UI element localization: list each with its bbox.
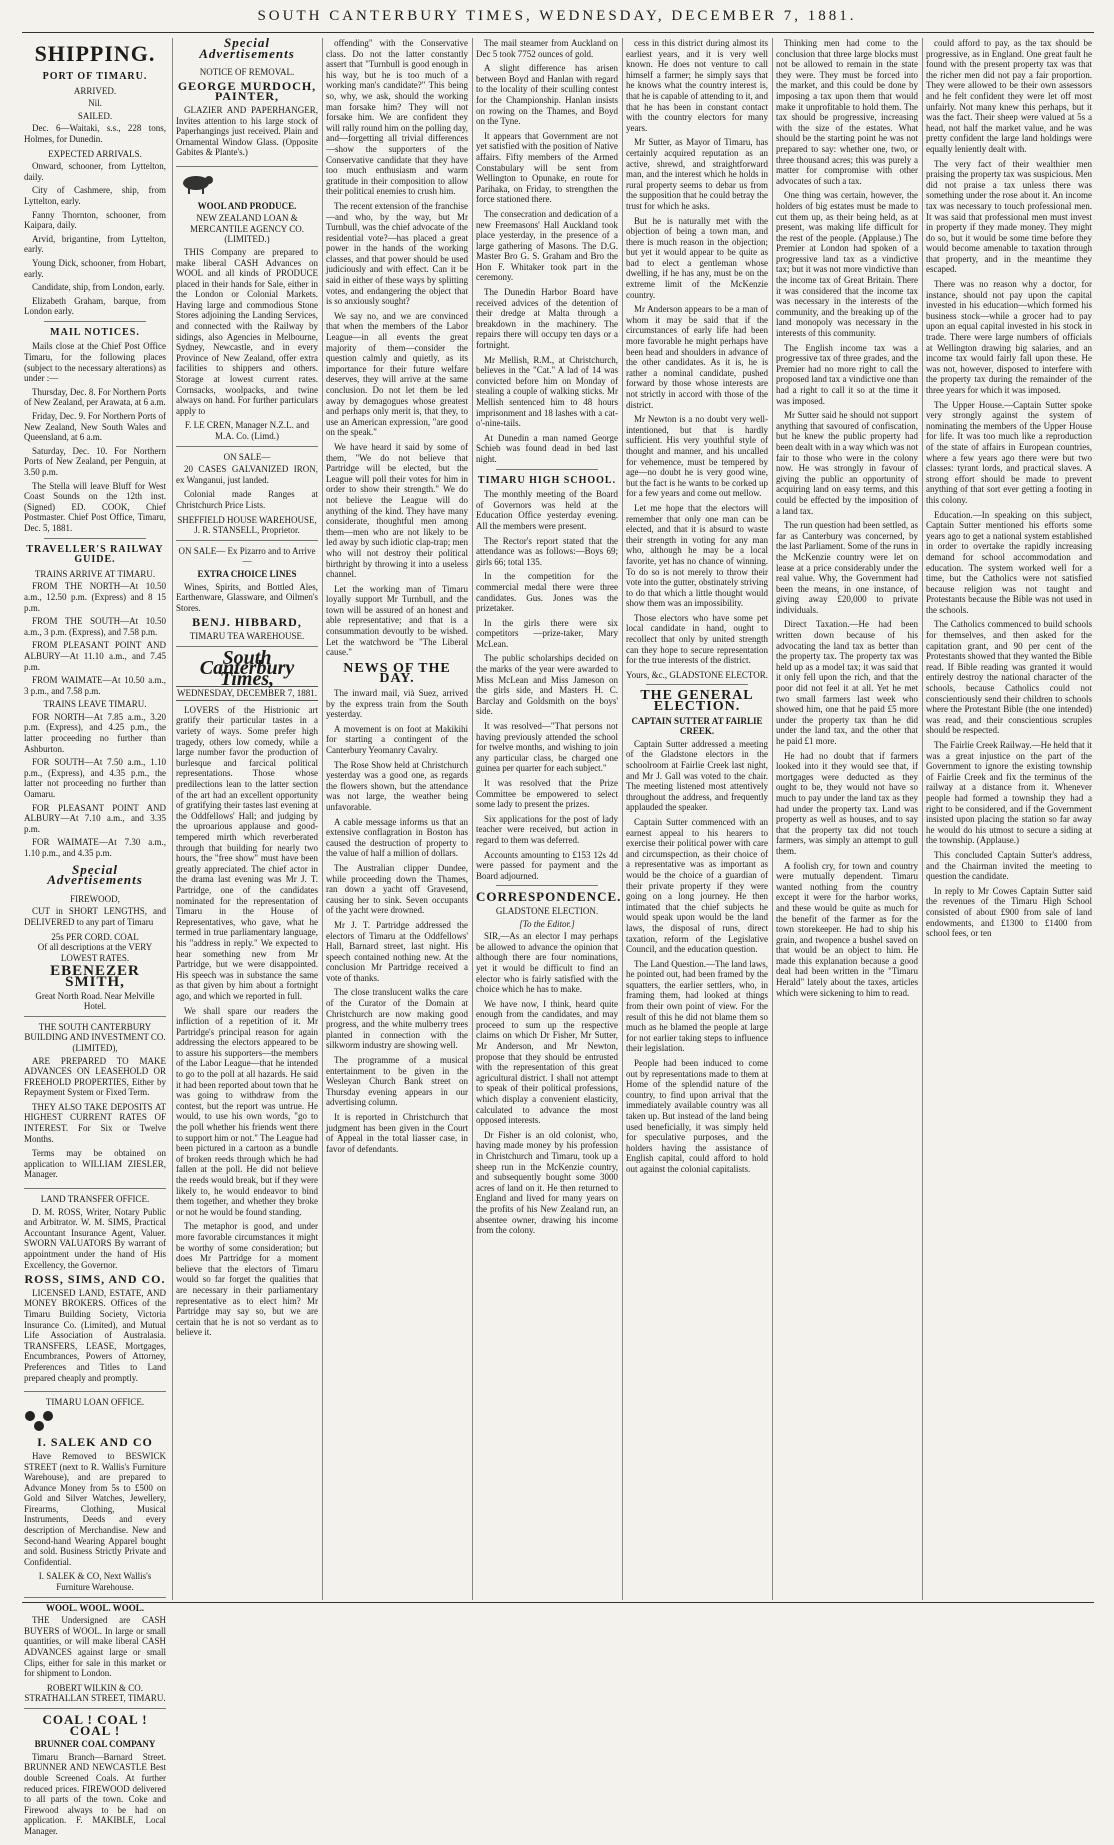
advertiser-name: I. SALEK AND CO (37, 1435, 153, 1450)
firewood-text: CUT in SHORT LENGTHS, and DELIVERED to any part of Timaru (24, 906, 166, 927)
news-paragraph: A movement is on foot at Makikihi for starting a contingent of the Canterbury Yeomanry Cavalry. (326, 723, 468, 755)
salek-text: Have Removed to BESWICK STREET (next to R. Wallis's Furniture Warehouse), and are prepared to Advance Money from 5s to £500 on Gold and Silver Watches, Jewellery, Firearms, Clothing, Musical Instruments, Deeds and every description of Merchandise. New and Second-hand Wearing Apparel bought and sold. Business Strictly Private and Confidential. (24, 1450, 166, 1567)
expected-list (24, 161, 166, 317)
news-heading: NEWS OF THE DAY. (343, 660, 451, 687)
leader-paragraph: We have heard it said by some of them, "We do not believe that Partridge will be elected, but the League will poll their votes for him in order to show their strength." We do not believe the League will do anything of the kind. They have many considerate, thoughtful men among them—men who are not likely to be led away by such idiotic clap-trap; men who will not destroy their political birthright by throwing it into a useless channel. (326, 441, 468, 580)
leader-paragraph: The metaphor is good, and under more favorable circumstances it might be worthy of some consideration; but does Mr Partridge for a moment believe that the electors of Timaru would so far forget the qualities that are necessary in their parliamentary representative as to elect him? Mr Partridge may say so, but we are certain that he is not so verdant as to believe it. (176, 1221, 318, 1338)
election-paragraph: Thinking men had come to the conclusion that three large blocks must not be allowed to remain in the state they were. They must be forced into the market, and this could be done by imposing a tax upon them that would make it unprofitable to hold them. The tax should be progressive, increasing with the size of the estates. What should be the starting point he was not prepared to say: whether one, two, or three thousand acres; this was purely a matter for compromise with other advocates of such a tax. (776, 38, 918, 186)
letter-paragraph: But he is naturally met with the objection of being a town man, and there is much reason in the objection; but yet it would appear to be quite as bad to elect a gentleman whose dwelling, if he has any, must be on the extreme limit of the McKenzie country. (626, 215, 768, 300)
letter-paragraph: cess in this district during almost its earliest years, and it is very well known. He does not venture to call himself a farmer; he simply says that he knows what the country interest is, that he is capable of attending to it, and that he has been in constant contact with the country electors for many years. (626, 38, 768, 133)
school-paragraph: It was resolved that the Prize Committee be empowered to select some lady to present the prizes. (476, 778, 618, 810)
advertiser-name: BENJ. HIBBARD, (192, 615, 302, 630)
column-news-school (476, 38, 622, 1600)
coal-heading: COAL ! COAL ! COAL ! (42, 1711, 148, 1738)
onsale-heading: ON SALE— (223, 451, 271, 462)
election-paragraph: The very fact of their wealthier men praising the property tax was suspicious. Men did not praise a tax unless there was something under the rose about it. An income tax was necessary to touch professional men. It was said that professional men must invest in property if they made money. They might do so, but it would be some time before they would become amenable to taxation through that property, and in the meantime they escaped. (926, 158, 1092, 275)
news-paragraph: It appears that Government are not yet satisfied with the position of Native affairs. Fifty members of the Armed Constabulary will be sent from Wellington to Opunake, en route for Parihaka, on Friday, to strengthen the force stationed there. (476, 130, 618, 205)
leader-paragraph: LOVERS of the Histrionic art gratify their particular tastes in a variety of ways. Some prefer high tragedy, others low comedy, while a large number favor the production of burlesque and farcical political representations. Those whose predilections lean to the latter section of the art had an excellent opportunity of gratifying their tastes last evening at the Oddfellows' Hall; and judging by the uproarious applause and good-tempered mirth which reverberated through that building for nearly two hours, the "free show" must have been greatly appreciated. The chief actor in the drama last evening was Mr J. T. Partridge, one of the candidates nominated for the representation of Timaru in the House of Representatives, who gave, what he termed in true parliamentary language, his "address in reply." We expected to hear something new from Mr Partridge, but we were disappointed. His speech was in substance the same as that given by him about a fortnight ago, and which we reported in full. (176, 704, 318, 1001)
gladstone-heading: GLADSTONE ELECTION. (495, 905, 599, 916)
divider (44, 321, 146, 322)
school-paragraph: The public scholarships decided on the marks of the year were awarded to Miss McLean and Miss Jameson on the girls side, and Masters H. C. Barclay and Goldsmith on the boys' side. (476, 653, 618, 717)
news-paragraph: The consecration and dedication of a new Freemasons' Hall Auckland took place yesterday, in the presence of a large gathering of Masons. The D.G. Master Bro G. S. Graham and Bro the Hon F. Whitaker took part in the ceremony. (476, 208, 618, 283)
election-paragraph: Captain Sutter addressed a meeting of the Gladstone electors in the schoolroom at Fairlie Creek last night, and Mr J. Gall was voted to the chair. The meeting listened most attentively throughout the address, and frequently applauded the speaker. (626, 738, 768, 813)
school-paragraph: In the competition for the commercial medal there were three candidates. Gus. Jones was the prizetaker. (476, 571, 618, 614)
extra-heading: EXTRA CHOICE LINES (197, 568, 297, 579)
column-shipping-ads (24, 38, 166, 1836)
leader-paragraph: We say no, and we are convinced that when the members of the Labor League—in all events the great majority of them—consider the question calmly and quietly, as its importance for their future welfare deserves, they will arrive at the same conclusion. Do not let them be led away by demagogues whose greatest and perhaps only merit is, that they, to use an American expression, "are good on the speak." (326, 310, 468, 438)
column-rule (772, 38, 773, 1600)
list-item: FROM THE NORTH—At 10.50 a.m., 12.50 p.m. (Express) and 8 15 p.m. (24, 581, 166, 613)
election-paragraph: Education.—In speaking on this subject, Captain Sutter mentioned his efforts some years ago to get a national system established in order to overtake the rapidly increasing demand for school accommodation and education. The system worked well for a time, but the Catholics were not satisfied because religion was not taught and Protestants because the Bible was not used in the schools. (926, 509, 1092, 615)
news-paragraph: A slight difference has arisen between Boyd and Hanlan with regard to the locality of their sculling contest for the Championship. Hanlan insists on rowing on the Thames, and Boyd on the Tyne. (476, 63, 618, 127)
election-paragraph: The Upper House.—Captain Sutter spoke very strongly against the system of nominating the members of the Upper House for life. It was too much like a reproduction of the state of affairs in European countries, where a few years ago there were but two classes: tyrant lords, and practical slaves. A strong effort should be made to prevent anything of that sort ever getting a footing in this colony. (926, 399, 1092, 505)
pawn-balls-icon (24, 1410, 54, 1432)
firewood-price: 25s PER CORD. COAL (51, 931, 139, 942)
column-election-end (926, 38, 1092, 1600)
nz-loan-signature: F. LE CREN, Manager N.Z.L. and M.A. Co. (Limd.) (184, 420, 310, 441)
sheffield-signature: SHEFFIELD HOUSE WAREHOUSE, J. R. STANSELL, Proprietor. (177, 514, 317, 536)
news-paragraph: Mr J. T. Partridge addressed the electors of Timaru at the Oddfellows' Hall, Barnard street, last night. His speech contained nothing new. At the conclusion Mr Partridge received a vote of thanks. (326, 919, 468, 983)
election-paragraph: A foolish cry, for town and country were mutually dependent. Timaru wanted nothing from the country except it were for the harbor works, and these would be quite as much for the benefit of the farmer as for the town storekeeper. He had to ship his grain, and twopence a bushel saved on that would be an object to him. He made this explanation because a good deal had been written in the "Timaru Herald" lately about the taxes, articles which were sickening to him to read. (776, 860, 918, 998)
wool-heading: WOOL. WOOL. WOOL. (46, 1602, 144, 1613)
school-paragraph: Accounts amounting to £153 12s 4d were passed for payment and the Board adjourned. (476, 849, 618, 881)
election-paragraph: Mr Sutter said he should not support anything that savoured of confiscation, but he knew the public property had been dealt with in a way which was not fair to those who were in the colony now. He was strongly in favour of giving the public an opportunity of acquiring land on easy terms, and this could be effected by the imposition of a land tax. (776, 410, 918, 516)
letter-signature: Yours, &c., GLADSTONE ELECTOR. (626, 669, 769, 680)
election-paragraph: This concluded Captain Sutter's address, and the Chairman invited the meeting to question the candidate. (926, 849, 1092, 882)
hibbard-ad (176, 541, 318, 647)
list-item: Young Dick, schooner, from Hobart, early. (24, 257, 166, 279)
letter-paragraph: Let me hope that the electors will remember that only one man can be elected, and that it is absurd to waste their strength in voting for any man who, although he may be a local favorite, yet has no chance of winning. To do so is not merely to throw their vote into the gutter, obstinately striving to do that which a little thought would show them was an impossibility. (626, 502, 768, 609)
dateline: WEDNESDAY, DECEMBER 7, 1881. (176, 686, 318, 701)
list-item: Elizabeth Graham, barque, from London early. (24, 295, 166, 317)
list-item: FROM PLEASANT POINT AND ALBURY—At 11.10 a.m., and 7.45 p.m. (24, 640, 166, 672)
list-item: Onward, schooner, from Lyttelton, daily. (24, 161, 166, 182)
divider (496, 885, 598, 886)
building-heading: THE SOUTH CANTERBURY BUILDING AND INVESTMENT CO. (LIMITED), (24, 1021, 166, 1053)
list-item: Mails close at the Chief Post Office Timaru, for the following places (subject to the necessary alterations) as under :— (24, 341, 166, 384)
newspaper-masthead: SOUTH CANTERBURY TIMES, WEDNESDAY, DECEMBER 7, 1881. (257, 8, 857, 24)
notice-heading: NOTICE OF REMOVAL. (199, 67, 295, 78)
list-item: FROM THE SOUTH—At 10.50 a.m., 3 p.m. (Express), and 7.58 p.m. (24, 616, 166, 637)
election-paragraph: could afford to pay, as the tax should be progressive, as in England. One great fault he found with the present property tax was that the richer men did not pay a fair proportion. They were allowed to be their own assessors and he felt confident they were let off most unfairly. Not many knew this perhaps, but it was the fact. Their sheep were valued at 5s a head, not half the market value, and he was pretty confident the large land holdings were equally leniently dealt with. (926, 38, 1092, 154)
nz-loan-ad (176, 167, 318, 447)
school-heading: TIMARU HIGH SCHOOL. (477, 474, 617, 486)
election-heading: THE GENERAL ELECTION. (640, 688, 754, 715)
nz-loan-heading: NEW ZEALAND LOAN & MERCANTILE AGENCY CO. (LIMITED.) (190, 213, 304, 245)
deposits-text: THEY ALSO TAKE DEPOSITS AT HIGHEST CURRENT RATES OF INTEREST. For Six or Twelve Months. (24, 1101, 166, 1144)
sheep-icon (176, 172, 216, 194)
arrive-list (24, 581, 166, 696)
wool-text: THE Undersigned are CASH BUYERS of WOOL. In large or small quantities, or will make liberal CASH ADVANCES against large or small Clips, either for sale in this market or for shipment to London. (24, 1615, 166, 1679)
murdoch-text: GLAZIER AND PAPERHANGER, Invites attention to his large stock of Paperhangings just received. Plain and Ornamental Window Glass. (Opposite Gabites & Plante's.) (176, 104, 318, 158)
railway-heading: TRAVELLER'S RAILWAY GUIDE. (26, 543, 164, 566)
masthead-rule (22, 32, 1094, 33)
ranges-text: Colonial made Ranges at Christchurch Price Lists. (176, 489, 318, 510)
paper-nameplate: South Canterbury Times, (199, 646, 295, 690)
election-paragraph: In reply to Mr Cowes Captain Sutter said the revenues of the Timaru High School consisted of about £900 from sale of land endowments, and £1300 to £1400 from school fees, or ten (926, 885, 1092, 939)
election-paragraph: The English income tax was a progressive tax of three grades, and the Premier had no more right to call the proposed land tax a vindictive one than had a right to call it so at the time it was imposed. (776, 342, 918, 406)
list-item: Thursday, Dec. 8. For Northern Ports of New Zealand, per Arawata, at 6 a.m. (24, 386, 166, 408)
to-editor: [To the Editor.] (519, 918, 575, 929)
news-paragraph: At Dunedin a man named George Schieb was found dead in bed last night. (476, 432, 618, 464)
divider (496, 469, 598, 470)
election-paragraph: One thing was certain, however, the holders of big estates must be made to cut them up, as their being held, as at present, was making life difficult for the rest of the people. (Applause.) The Premier at London had spoken of a progressive land tax as a vindictive tax; but it was not more vindictive than the income tax of Great Britain. There it was considered that the income tax was necessary in the interests of the community, and the breaking up of the land monopoly was necessary in the interests of this community. (776, 190, 918, 339)
letter-paragraph: Mr Anderson appears to be a man of whom it may be said that if the circumstances of early life had been more favorable he might perhaps have been head and shoulders in advance of the other candidates. As it is, he is rather a nominal candidate, pushed forward by those whose interests are not strictly in accord with those of the district. (626, 304, 768, 410)
correspondence-heading: CORRESPONDENCE. (476, 889, 622, 905)
list-item: FROM WAIMATE—At 10.50 a.m., 3 p.m., and 7.58 p.m. (24, 675, 166, 696)
list-item: FOR NORTH—At 7.85 a.m., 3.20 p.m. (Express), and 4.25 p.m., the latter proceeding no further than Ashburton. (24, 711, 166, 754)
murdoch-ad (176, 62, 318, 167)
election-paragraph: The run question had been settled, as far as Canterbury was concerned, by the last Parliament. Some of the runs in the McKenzie country were let on lease at a price considerably under the real value. Why, the Government had been the means, in one instance, of giving away £20,000 to private individuals. (776, 520, 918, 615)
column-leader-news (326, 38, 468, 1600)
leader-paragraph: The recent extension of the franchise—and who, by the way, but Mr Turnbull, was the chief advocate of the residential vote?—has placed a great power in the hands of the working classes, and that power should be used judiciously and with effect. Can it be said in either of these ways by splitting votes, and endangering the object that is so anxiously sought? (326, 200, 468, 307)
news-paragraph: The programme of a musical entertainment to be given in the Wesleyan Church Bank street on Thursday evening appears in our advertising column. (326, 1055, 468, 1108)
sailed-text: Dec. 6—Waitaki, s.s., 228 tons, Holmes, for Dunedin. (24, 123, 166, 144)
column-election-continued (776, 38, 918, 1600)
advertiser-name: ROSS, SIMS, AND CO. (24, 1272, 166, 1287)
school-paragraph: In the girls there were six competitors —prize-taker, Mary McLean. (476, 617, 618, 649)
firewood-ad (24, 889, 166, 1017)
arrived-text: Nil. (88, 98, 102, 109)
school-paragraph: It was resolved—"That persons not having previously attended the school for twelve months, and wishing to join any particular class, be charged one guinea per quarter for each subject." (476, 721, 618, 774)
onsale-heading: ON SALE— Ex Pizarro and to Arrive— (178, 545, 316, 567)
list-item: FOR PLEASANT POINT AND ALBURY—At 7.10 a.m., and 3.35 p.m. (24, 802, 166, 834)
iron-text: 20 CASES GALVANIZED IRON, ex Wanganui, just landed. (176, 464, 318, 485)
news-paragraph: A cable message informs us that an extensive conflagration in Boston has caused the destruction of property to the value of half a million of dollars. (326, 816, 468, 859)
advertiser-address: Great North Road. Near Melville Hotel. (35, 990, 155, 1012)
bottom-rule (22, 1602, 1094, 1603)
loan-office-ad (24, 1392, 166, 1598)
column-letter-election (626, 38, 768, 1600)
letter-paragraph: Those electors who have some pet local candidate in hand, ought to recollect that only by united strength can they hope to secure representation for the true interests of the district. (626, 612, 768, 666)
leader-paragraph: We shall spare our readers the infliction of a repetition of it. Mr Partridge's principal reason for again addressing the electors appeared to be to assure his supporters—the members of the Labor League—that he intended to go to the poll at all hazards. He said it had been reported about town that he was going to withdraw from the contest, but the report was untrue. He would, to use his own words, "go to the poll whether his friends went there to support him or not." The League had been pictured in a cartoon as a bundle of broken reeds through which he had fallen at the poll. He did not believe the reeds would break, but if they were likely to, he would endeavor to bind them together, and whether they broke or not he would be found standing. (176, 1005, 318, 1217)
advertiser-address: TIMARU TEA WAREHOUSE. (189, 630, 305, 641)
loan-heading: TIMARU LOAN OFFICE. (45, 1397, 145, 1408)
building-text: ARE PREPARED TO MAKE ADVANCES ON LEASEHOLD OR FREEHOLD PROPERTIES, Either by Repayment System or Fixed Term. (24, 1055, 166, 1098)
divider (44, 538, 146, 539)
letter-paragraph: Dr Fisher is an old colonist, who, having made money by his profession in Christchurch and Timaru, took up a sheep run in the McKenzie country, and subsequently bought some 3000 acres of land on it. He then returned to England and lived for many years on the profits of his New Zealand run, an absentee owner, drawing his income from the colony. (476, 1129, 618, 1236)
mail-list (24, 341, 166, 533)
school-paragraph: The monthly meeting of the Board of Governors was held at the Education Office yesterday evening. All the members were present. (476, 489, 618, 531)
special-ads-heading: Special Advertisements (199, 35, 295, 61)
column-rule (172, 38, 173, 1600)
shipping-heading: SHIPPING. (34, 41, 156, 66)
news-paragraph: The Dunedin Harbor Board have received advices of the detention of their dredge at Malta through a breakdown in the machinery. The repairs there will occupy ten days or a fortnight. (476, 287, 618, 351)
news-paragraph: Mr Mellish, R.M., at Christchurch, believes in the "Cat." A lad of 14 was convicted before him on Monday of stealing a couple of walking sticks. Mr Mellish sentenced him to 48 hours imprisonment and 18 lashes with a cat-o'-nine-tails. (476, 354, 618, 429)
column-rule (922, 38, 923, 1600)
list-item: Arvid, brigantine, from Lyttelton, early. (24, 233, 166, 255)
sheffield-ad (176, 447, 318, 541)
sutter-heading: CAPTAIN SUTTER AT FAIRLIE CREEK. (631, 715, 763, 737)
list-item: Fanny Thornton, schooner, from Kaipara, daily. (24, 209, 166, 231)
letter-paragraph: SIR,—As an elector I may perhaps be allowed to advance the opinion that although there are four nominations, yet it would be difficult to find an elector who is fairly satisfied with the choice which he has to make. (476, 931, 618, 995)
news-paragraph: The close translucent walks the care of the Curator of the Domain at Christchurch are now making good progress, and the white mulberry trees planted in connection with the silkworm industry are showing well. (326, 987, 468, 1051)
list-item: Candidate, ship, from London, early. (32, 282, 165, 293)
port-heading: PORT OF TIMARU. (42, 71, 148, 82)
column-ads-leader (176, 35, 318, 1600)
land-heading: LAND TRANSFER OFFICE. (40, 1194, 150, 1205)
coal-ad (24, 1709, 166, 1845)
arrived-heading: ARRIVED. (73, 85, 117, 96)
salek-signature: I. SALEK & CO, Next Wallis's Furniture Warehouse. (38, 1571, 152, 1593)
divider (646, 684, 748, 685)
advertiser-name: EBENEZER SMITH, (50, 963, 140, 990)
election-paragraph: There was no reason why a doctor, for instance, should not pay upon the capital invested in his education—which formed his business stock—while a grocer had to pay upon an equal capital invested in his stock in trade. There were large numbers of officials at Wellington drawing big salaries, and an income tax would fairly fall upon these. He was not, however, disposed to interfere with the property tax during the remainder of the three years for which it was imposed. (926, 279, 1092, 395)
firewood-heading: FIREWOOD, (70, 893, 120, 904)
election-paragraph: People had been induced to come out by representations made to them at Home of the splendid nature of the country, to find upon arrival that the immediately available country was all taken up. But instead of the land being used beneficially, it was simply held for speculative purposes, and the holders having the assistance of English capital, could afford to hold out against the colonial capitalists. (626, 1058, 768, 1174)
extra-text: Wines, Spirits, and Bottled Ales, Earthenware, Glassware, and Oilmen's Stores. (176, 581, 318, 613)
list-item: FOR WAIMATE—At 7.30 a.m., 1.10 p.m., and 4.35 p.m. (24, 837, 166, 858)
nz-loan-text: THIS Company are prepared to make liberal CASH Advances on WOOL and all kinds of PRODUCE placed in their hands for Sale, either in the London or Colonial Markets. Having large and commodious Stone Stores adjoining the Landing Services, and connected with the Railway by sidings, also Agencies in Melbourne, Sydney, Newcastle, and in every Province of New Zealand, offer extra facilities to shippers and others. Storage at lowest current rates. Cornsacks, woolpacks, and twine always on hand. For further particulars apply to (176, 246, 318, 416)
letter-paragraph: Mr Sutter, as Mayor of Timaru, has certainly acquired reputation as an active, shrewd, and straightforward man, and the interest which he holds in rural property seems to debar us from the supposition that he could betray the trust for which he asks. (626, 137, 768, 211)
news-paragraph: The Rose Show held at Christchurch yesterday was a good one, as regards the flowers shown, but the attendance was not large, the weather being unfavorable. (326, 759, 468, 812)
sailed-heading: SAILED. (77, 110, 113, 121)
news-paragraph: It is reported in Christchurch that judgment has been given in the Court of Appeal in the total liasser case, in favor of defendants. (326, 1112, 468, 1154)
expected-heading: EXPECTED ARRIVALS. (48, 148, 142, 159)
brunner-text: Timaru Branch—Barnard Street. BRUNNER AND NEWCASTLE Best double Screened Coals. At further reduced prices. FIREWOOD delivered to all parts of the town. Coke and Firewood always to be had on application. F. MAKIBLE, Local Manager. (24, 1751, 166, 1836)
trains-leave-heading: TRAINS LEAVE TIMARU. (43, 699, 147, 710)
election-paragraph: He had no doubt that if farmers looked into it they would see that, if mortgages were deducted as they ought to be, they would not have so much to pay under the land tax as they had under the property tax. Land was property as well as houses, and to say that the property tax did not touch farmers, was simply an attempt to gull them. (776, 750, 918, 856)
letter-paragraph: Mr Newton is a no doubt very well-intentioned, but that is hardly sufficient. His very youthful style of thought and manner, and his uncalled for vehemence, must be tempered by age—no doubt he is very good wine, but the fact is he wants to be corked up for a few years and come out mellow. (626, 414, 768, 499)
land-text: D. M. ROSS, Writer, Notary Public and Arbitrator. W. M. SIMS, Practical Accountant Insurance Agent, Valuer. SWORN VALUATORS By warrant of appointment under the hand of His Excellency, the Governor. (24, 1206, 166, 1270)
leader-paragraph: offending" with the Conservative class. Do not the latter constantly assert that "Turnbull is good enough in his way, but he is too much of a working man's candidate?" This being so, why, we ask, should the working man forsake him? They will not forsake him. We are confident they will rally round him on the polling day, and—forgetting all trivial differences—show the supporters of the Conservative candidate that they have too much enthusiasm and warm gratitude in their composition to allow their political enemies to crush him. (326, 38, 468, 197)
school-paragraph: The Rector's report stated that the attendance was as follows:—Boys 69; girls 66; total 135. (476, 535, 618, 567)
land-transfer-ad (24, 1189, 166, 1392)
letter-paragraph: We have now, I think, heard quite enough from the candidates, and may proceed to sum up the respective claims on which Dr Fisher, Mr Sutter, Mr Anderson, and Mr Newton, propose that they should be entrusted with the representation of this great agricultural district. I shall not attempt to speak of their political professions, which display a convenient elasticity, calculated to advance the most opposed interests. (476, 998, 618, 1126)
list-item: Friday, Dec. 9. For Northern Ports of New Zealand, New South Wales and Queensland, at 6 a.m. (24, 411, 166, 443)
list-item: Saturday, Dec. 10. For Northern Ports of New Zealand, per Penguin, at 3.50 p.m. (24, 445, 166, 477)
trains-arrive-heading: TRAINS ARRIVE AT TIMARU. (34, 568, 156, 579)
column-rule (622, 38, 623, 1600)
building-ad (24, 1017, 166, 1189)
wool-signature: ROBERT WILKIN & CO. STRATHALLAN STREET, TIMARU. (24, 1682, 166, 1704)
leave-list (24, 712, 166, 859)
news-paragraph: The inward mail, vià Suez, arrived by the express train from the South yesterday. (326, 688, 468, 720)
list-item: FOR SOUTH—At 7.50 a.m., 1.10 p.m., (Express), and 4.35 p.m., the latter not proceeding no further than Oamaru. (24, 757, 166, 800)
wool-produce-heading: WOOL AND PRODUCE. (197, 200, 297, 211)
list-item: The Stella will leave Bluff for West Coast Sounds on the 12th inst. (Signed) ED. COOK, Chief Postmaster. Chief Post Office, Timaru, Dec. 5, 1881. (24, 480, 166, 533)
wool-ad (24, 1598, 166, 1709)
election-paragraph: Captain Sutter commenced with an earnest appeal to his hearers to exercise their political power with care and circumspection, as their choice of a representative was as important as would be the choice of a guardian of their private property if they were going on a long journey. He then intimated that the chief subjects he would speak upon would be the land laws, the disposal of runs, direct taxation, reform of the Legislative Council, and the education question. (626, 816, 768, 955)
list-item: City of Cashmere, ship, from Lyttelton, early. (24, 185, 166, 206)
election-paragraph: The Fairlie Creek Railway.—He held that it was a great injustice on the part of the Government to ignore the existing township of Fairlie Creek and fix the terminus of the railway at a distance from it. Whenever people had formed a township they had a right to be considered, and if the Government insisted upon placing the station so far away he would do his utmost to secure a siding at the township. (Applause.) (926, 740, 1092, 846)
leader-paragraph: Let the working man of Timaru loyally support Mr Turnbull, and the town will be assured of an honest and able representative; and that is a consummation devoutly to be wished. Let the watchword be "The Liberal cause." (326, 583, 468, 658)
mail-heading: MAIL NOTICES. (50, 326, 140, 338)
ziesler-text: Terms may be obtained on application to WILLIAM ZIESLER, Manager. (24, 1148, 166, 1180)
column-rule (322, 38, 323, 1600)
election-paragraph: Direct Taxation.—He had been written down because of his advocating the land tax as better than the property tax. The property tax was held up as a model tax; it was said that it only fell upon the rich, and that the poor did not feel it at all. Yet he met two small farmers last week who showed him, one that he paid £5 more under the property tax than he did under the land tax, and the other that he paid £1 more. (776, 619, 918, 746)
news-paragraph: The Australian clipper Dundee, while proceeding down the Thames, ran down a yacht off Gravesend, causing her to sink. Seven occupants of the yacht were drowned. (326, 862, 468, 916)
election-paragraph: The Land Question.—The land laws, he pointed out, had been framed by the squatters, the earlier settlers, who, in framing them, had looked at things from their own point of view. For the result of this he did not blame them so much as he blamed the people at large for not earlier taking steps to influence their legislation. (626, 958, 768, 1054)
ross-text: LICENSED LAND, ESTATE, AND MONEY BROKERS. Offices of the Timaru Building Society, Victoria Insurance Co. (Limited), and Mutual Life Association of Australasia. TRANSFERS, LEASE, Mortgages, Encumbrances, Powers of Attorney, Preferences and Titles to Land prepared cheaply and promptly. (24, 1287, 166, 1383)
election-paragraph: The Catholics commenced to build schools for themselves, and then asked for the capitation grant, and 90 per cent of the Protestants showed that they wanted the Bible read. If Bible reading was granted it would entirely destroy the national character of the schools, because Catholics could not conscientiously send their children to schools where the Protestant Bible (the one intended) was read, and their conscientious scruples should be respected. (926, 619, 1092, 736)
column-rule (472, 38, 473, 1600)
advertiser-name: GEORGE MURDOCH, PAINTER, (177, 78, 317, 104)
brunner-heading: BRUNNER COAL COMPANY (34, 1739, 156, 1750)
school-paragraph: Six applications for the post of lady teacher were received, but action in regard to them was deferred. (476, 813, 618, 845)
special-ads-heading: Special Advertisements (47, 861, 143, 888)
news-paragraph: The mail steamer from Auckland on Dec 5 took 7752 ounces of gold. (476, 38, 618, 59)
firewood-rates: Of all descriptions at the VERY LOWEST RATES. (37, 942, 153, 963)
